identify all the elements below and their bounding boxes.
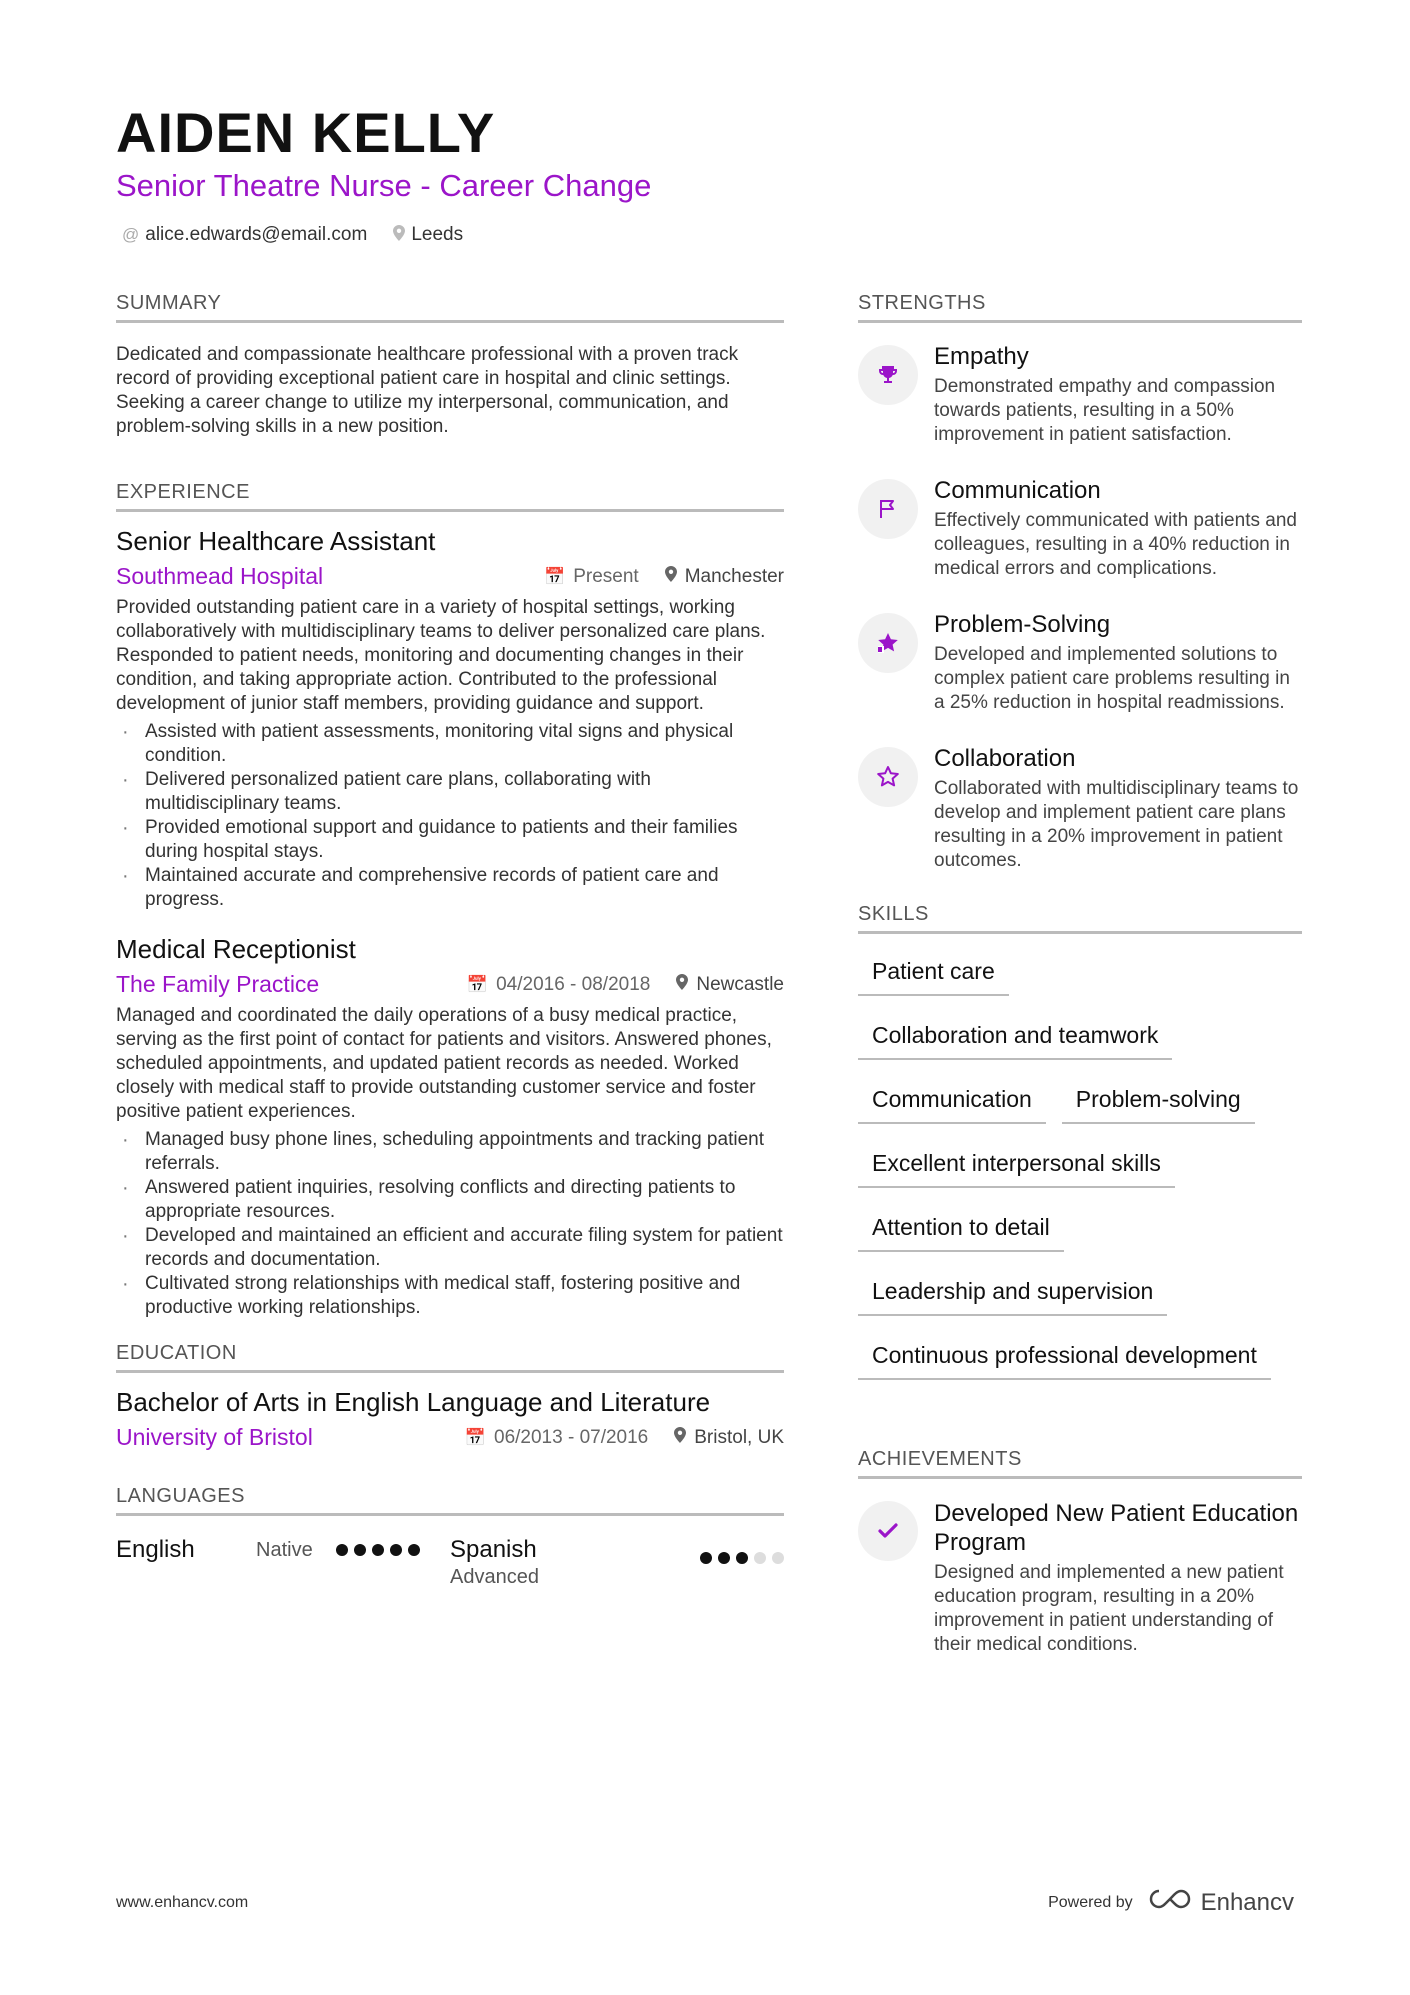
education-location: Bristol, UK bbox=[694, 1426, 784, 1448]
location-text: Leeds bbox=[411, 224, 464, 245]
strength-content bbox=[934, 745, 1302, 873]
job-date-wrap bbox=[467, 974, 650, 996]
job-bullet: · Maintained accurate and comprehensive records of patient care and progress. bbox=[116, 864, 784, 912]
job-bullet: · Answered patient inquiries, resolving conflicts and directing patients to appropriate resources. bbox=[116, 1176, 784, 1224]
skill-tag: Leadership and supervision bbox=[858, 1272, 1167, 1316]
calendar-icon: 📅 bbox=[466, 974, 489, 994]
right-column bbox=[858, 292, 1302, 1687]
skills-list bbox=[858, 952, 1302, 1400]
job-meta-right bbox=[467, 974, 784, 996]
skill-tag: Attention to detail bbox=[858, 1208, 1064, 1252]
language-level: Advanced bbox=[450, 1566, 539, 1588]
job-bullets bbox=[116, 720, 784, 912]
achievements-section bbox=[858, 1448, 1302, 1657]
strengths-list bbox=[858, 343, 1302, 873]
achievement-title: Developed New Patient Education Program bbox=[934, 1500, 1299, 1556]
strength-desc: Demonstrated empathy and compassion towards patients, resulting in a 50% improvement in patient satisfaction. bbox=[934, 376, 1276, 445]
job-bullet: · Assisted with patient assessments, monitoring vital signs and physical condition. bbox=[116, 720, 784, 768]
job-date-wrap bbox=[544, 566, 639, 588]
language-text bbox=[450, 1536, 539, 1589]
experience-section bbox=[116, 481, 784, 1320]
job-description: Managed and coordinated the daily operations of a busy medical practice, serving as the first point of contact for patients and visitors. Answered phones, scheduled appointments, and updated patient records as needed. Worked closely with medical staff to provide outstanding customer service and foster positive patient experiences. bbox=[116, 1005, 772, 1122]
job-location-wrap bbox=[665, 566, 784, 588]
brand-logo[interactable] bbox=[1147, 1888, 1294, 1917]
strength-item bbox=[858, 745, 1302, 873]
rating-dot bbox=[408, 1544, 420, 1556]
strength-item bbox=[858, 343, 1302, 447]
job-bullet: · Provided emotional support and guidance to patients and their families during hospital stays. bbox=[116, 816, 784, 864]
languages-list bbox=[116, 1536, 784, 1589]
language-rating bbox=[700, 1552, 784, 1589]
strength-content bbox=[934, 611, 1302, 715]
job-bullet: · Cultivated strong relationships with medical staff, fostering positive and productive working relationships. bbox=[116, 1272, 784, 1320]
infinity-icon bbox=[1147, 1888, 1193, 1917]
footer-website[interactable]: www.enhancv.com bbox=[116, 1894, 249, 1911]
strength-title: Communication bbox=[934, 477, 1101, 504]
language-rating bbox=[336, 1544, 420, 1556]
rating-dot bbox=[372, 1544, 384, 1556]
strength-title: Collaboration bbox=[934, 745, 1076, 772]
achievements-list bbox=[858, 1499, 1302, 1657]
achievement-item bbox=[858, 1499, 1302, 1657]
skill-tag: Collaboration and teamwork bbox=[858, 1016, 1172, 1060]
email-contact[interactable] bbox=[122, 224, 367, 246]
education-degree: Bachelor of Arts in English Language and Literature bbox=[116, 1387, 711, 1417]
flag-icon bbox=[858, 479, 918, 539]
strength-content bbox=[934, 477, 1302, 581]
candidate-name: AIDEN KELLY bbox=[116, 101, 496, 164]
languages-heading: LANGUAGES bbox=[116, 1485, 784, 1516]
language-item bbox=[450, 1536, 784, 1589]
job-title: Medical Receptionist bbox=[116, 934, 356, 964]
strength-desc: Developed and implemented solutions to complex patient care problems resulting in a 25% reduction in hospital readmissions. bbox=[934, 644, 1290, 713]
summary-heading: SUMMARY bbox=[116, 292, 784, 323]
skill-tag: Patient care bbox=[858, 952, 1009, 996]
skills-heading: SKILLS bbox=[858, 903, 1302, 934]
language-name: English bbox=[116, 1536, 195, 1563]
job-date: Present bbox=[573, 565, 639, 587]
job-description: Provided outstanding patient care in a variety of hospital settings, working collaboratively with multidisciplinary teams to deliver personalized care plans. Responded to patient needs, monitoring and documenting changes in their condition, and taking appropriate action. Contributed to the professional development of junior staff members, providing guidance and support. bbox=[116, 597, 766, 714]
languages-section bbox=[116, 1485, 784, 1589]
strength-content bbox=[934, 343, 1302, 447]
education-date-wrap bbox=[465, 1427, 648, 1449]
skill-tag: Problem-solving bbox=[1062, 1080, 1255, 1124]
education-heading: EDUCATION bbox=[116, 1342, 784, 1373]
rating-dot bbox=[354, 1544, 366, 1556]
location-pin-icon bbox=[674, 1428, 686, 1447]
rating-dot bbox=[336, 1544, 348, 1556]
education-section bbox=[116, 1342, 784, 1451]
experience-heading: EXPERIENCE bbox=[116, 481, 784, 512]
achievement-content bbox=[934, 1499, 1302, 1657]
education-date: 06/2013 - 07/2016 bbox=[494, 1426, 649, 1448]
job-company: Southmead Hospital bbox=[116, 563, 324, 589]
language-name: Spanish bbox=[450, 1536, 537, 1563]
job-location-wrap bbox=[676, 974, 784, 996]
trophy-icon bbox=[858, 345, 918, 405]
strength-item bbox=[858, 611, 1302, 715]
star-hand-icon bbox=[858, 613, 918, 673]
summary-section bbox=[116, 292, 784, 439]
strength-item bbox=[858, 477, 1302, 581]
job-entry bbox=[116, 934, 784, 1320]
summary-text: Dedicated and compassionate healthcare professional with a proven track record of providing exceptional patient care in hospital and clinic settings. Seeking a career change to utilize my interpersonal, communication, and problem-solving skills in a new position. bbox=[116, 344, 739, 437]
skill-tag: Continuous professional development bbox=[858, 1336, 1271, 1380]
jobs-list bbox=[116, 526, 784, 1320]
job-company: The Family Practice bbox=[116, 971, 320, 997]
job-date: 04/2016 - 08/2018 bbox=[496, 973, 651, 995]
rating-dot bbox=[772, 1552, 784, 1564]
job-meta bbox=[116, 563, 784, 590]
skill-tag: Excellent interpersonal skills bbox=[858, 1144, 1175, 1188]
location-contact bbox=[393, 224, 463, 246]
job-title: Senior Healthcare Assistant bbox=[116, 526, 436, 556]
language-item bbox=[116, 1536, 450, 1564]
powered-by-text: Powered by bbox=[1048, 1893, 1133, 1911]
job-meta-right bbox=[544, 566, 784, 588]
job-bullet: · Managed busy phone lines, scheduling appointments and tracking patient referrals. bbox=[116, 1128, 784, 1176]
rating-dot bbox=[718, 1552, 730, 1564]
job-location: Manchester bbox=[684, 565, 784, 587]
strength-desc: Effectively communicated with patients and colleagues, resulting in a 40% reduction in medical errors and complications. bbox=[934, 510, 1297, 579]
brand-name: Enhancv bbox=[1200, 1888, 1294, 1916]
strength-desc: Collaborated with multidisciplinary teams to develop and implement patient care plans resulting in a 20% improvement in patient outcomes. bbox=[934, 778, 1299, 871]
calendar-icon: 📅 bbox=[544, 566, 566, 586]
job-bullets bbox=[116, 1128, 784, 1320]
job-bullet: · Developed and maintained an efficient and accurate filing system for patient records and documentation. bbox=[116, 1224, 784, 1272]
location-pin-icon bbox=[393, 225, 405, 246]
education-school: University of Bristol bbox=[116, 1424, 313, 1450]
rating-dot bbox=[700, 1552, 712, 1564]
location-pin-icon bbox=[676, 975, 688, 994]
contact-info bbox=[122, 224, 463, 246]
strengths-heading: STRENGTHS bbox=[858, 292, 1302, 323]
star-outline-icon bbox=[858, 747, 918, 807]
achievements-heading: ACHIEVEMENTS bbox=[858, 1448, 1302, 1479]
education-location-wrap bbox=[674, 1427, 784, 1449]
job-location: Newcastle bbox=[696, 973, 784, 995]
job-entry bbox=[116, 526, 784, 912]
strengths-section bbox=[858, 292, 1302, 873]
strength-title: Empathy bbox=[934, 343, 1029, 370]
rating-dot bbox=[390, 1544, 402, 1556]
skills-section bbox=[858, 903, 1302, 1400]
calendar-icon: 📅 bbox=[464, 1427, 486, 1447]
education-meta-right bbox=[465, 1427, 784, 1449]
education-meta bbox=[116, 1424, 784, 1451]
strength-title: Problem-Solving bbox=[934, 611, 1111, 638]
location-pin-icon bbox=[665, 567, 677, 586]
skill-tag: Communication bbox=[858, 1080, 1046, 1124]
rating-dot bbox=[736, 1552, 748, 1564]
achievement-desc: Designed and implemented a new patient education program, resulting in a 20% improvement in patient understanding of their medical conditions. bbox=[934, 1562, 1284, 1655]
check-icon bbox=[858, 1501, 918, 1561]
at-icon: @ bbox=[122, 225, 140, 244]
job-bullet: · Delivered personalized patient care plans, collaborating with multidisciplinary teams. bbox=[116, 768, 784, 816]
footer-powered bbox=[1048, 1888, 1294, 1917]
candidate-title: Senior Theatre Nurse - Career Change bbox=[116, 168, 652, 203]
job-meta bbox=[116, 971, 784, 998]
rating-dot bbox=[754, 1552, 766, 1564]
email-text: alice.edwards@email.com bbox=[145, 224, 368, 245]
left-column bbox=[116, 292, 784, 1589]
language-level: Native bbox=[256, 1538, 313, 1561]
